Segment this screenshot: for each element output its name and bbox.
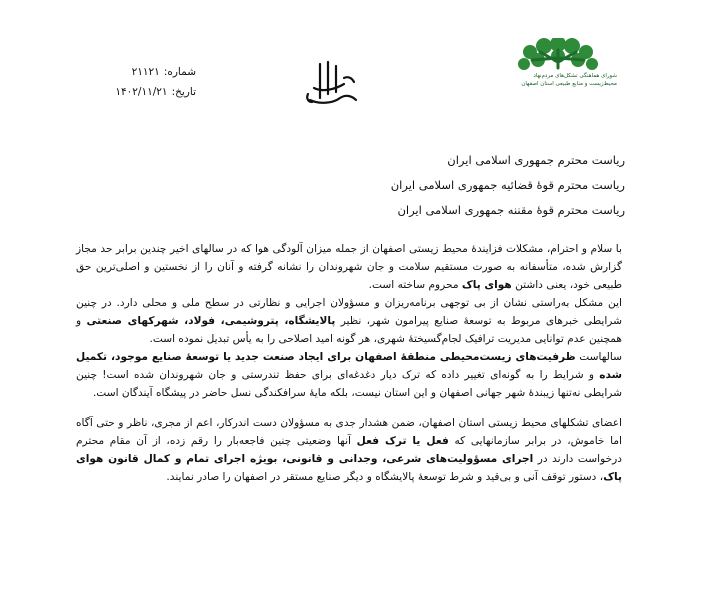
letter-number — [96, 62, 196, 82]
paragraph-1 — [76, 240, 622, 294]
p4-text-e: ، دستور توقف آنی و بی‌قید و شرط توسعهٔ پالایشگاه و دیگر صنایع مستقر در اصفهان را صادر نمایند. — [166, 471, 604, 483]
paragraph-4 — [76, 414, 622, 486]
p4-bold-duties: اجرای مسؤولیت‌های شرعی، وجدانی و قانونی، بویژه اجرای تمام و کمال قانون هوای پاک — [76, 453, 622, 483]
organization-name — [505, 72, 617, 88]
paragraph-3 — [76, 348, 622, 402]
org-line-2: محیط‌زیست و منابع طبیعی استان اصفهان — [521, 81, 617, 87]
p4-bold-action: فعل یا ترک فعل — [356, 435, 449, 447]
letter-body — [76, 240, 622, 498]
date-label: تاریخ: — [171, 86, 196, 98]
number-label: شماره: — [163, 66, 196, 78]
number-value: ۲۱۱۲۱ — [131, 66, 160, 78]
recipients-block — [300, 148, 625, 223]
p4-text-c: آنها وضعیتی چنین فاجعه‌بار را رقم زده، از آن مقام محترم درخواست دارند در — [76, 435, 622, 465]
p3-text-c: و شرایط را به گونه‌ای تغییر داده که ترک دیار دغدغه‌ای برای حفظ تندرستی و جان شهروندان شده است! چنین شرایطی نه‌تنها زیبندهٔ شهر جهانی اصفهان و این استان نیست، بلکه مایهٔ سرافکندگی نسل حاضر در پیشگاه آیندگان است. — [76, 369, 622, 399]
p3-bold-capacity: ظرفیت‌های زیست‌محیطی منطقهٔ اصفهان برای ایجاد صنعت جدید یا توسعهٔ صنایع موجود، تکمیل شده — [76, 351, 622, 381]
org-line-1: شورای هماهنگی تشکل‌های مردم‌نهاد — [533, 73, 617, 79]
bismillah-calligraphy-icon — [300, 58, 364, 108]
paragraph-2 — [76, 294, 622, 348]
date-value: ۱۴۰۲/۱۱/۲۱ — [115, 86, 168, 98]
p2-text-a: این مشکل به‌راستی نشان از بی توجهی برنامه‌ریزان و مسؤولان اجرایی و نظارتی در سطح ملی و محلی دارد. در چنین شرایطی خبرهای مربوط به توسعهٔ صنایع پیرامون شهر، نظیر — [76, 297, 623, 327]
p2-bold-industries: پالایشگاه، پتروشیمی، فولاد، شهرکهای صنعتی — [86, 315, 336, 327]
p1-text-c: محروم ساخته است. — [368, 279, 462, 291]
recipient-president: ریاست محترم جمهوری اسلامی ایران — [447, 153, 625, 167]
p1-text-a: با سلام و احترام، مشکلات فزایندهٔ محیط زیستی اصفهان از جمله میزان آلودگی هوا که در سالهای اخیر چندین برابر حد مجاز گزارش شده، متأسفانه به صورت مستقیم سلامت و جان شهروندان را نشانه گرفته و آنان را از نخستین و اصلی‌ترین حق طبیعی خود، یعنی داشتن — [76, 243, 622, 291]
recipient-parliament: ریاست محترم قوهٔ مقننه جمهوری اسلامی ایران — [397, 203, 625, 217]
p1-bold-clean-air: هوای پاک — [461, 279, 512, 291]
letter-meta — [96, 62, 196, 102]
p2-text-c: و همچنین عدم توانایی مدیریت ترافیک لجام‌گسیختهٔ شهری، هر گونه امید اصلاحی را به یأس تبدیل نموده است. — [76, 315, 622, 345]
p4-text-a: اعضای تشکلهای محیط زیستی استان اصفهان، ضمن هشدار جدی به مسؤولان دست اندرکار، اعم از مجری، ناظر و حتی آگاه اما خاموش، در برابر سازمانهایی که — [76, 417, 622, 447]
recipient-judiciary: ریاست محترم قوهٔ قضائیه جمهوری اسلامی ایران — [390, 178, 625, 192]
letter-date — [96, 82, 196, 102]
p3-text-a: سالهاست — [575, 351, 622, 363]
